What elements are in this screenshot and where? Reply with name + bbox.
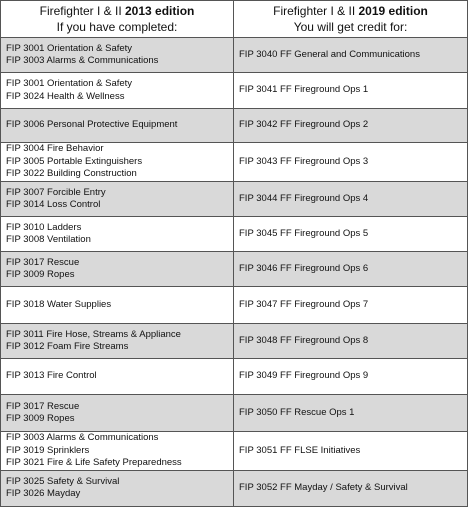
credit-course-cell	[234, 252, 468, 287]
table-row	[1, 324, 468, 359]
header-2013-subtitle: If you have completed:	[56, 20, 178, 34]
table-row	[1, 432, 468, 471]
table-row	[1, 395, 468, 432]
completed-course: FIP 3026 Mayday	[6, 488, 81, 499]
header-2013-prefix: Firefighter I & II	[39, 4, 125, 18]
table-row	[1, 287, 468, 324]
credit-course: FIP 3048 FF Fireground Ops 8	[239, 334, 369, 346]
completed-course: FIP 3003 Alarms & Communications	[6, 55, 159, 66]
completed-courses-cell	[1, 143, 234, 182]
completed-course: FIP 3001 Orientation & Safety	[6, 42, 133, 54]
credit-course: FIP 3047 FF Fireground Ops 7	[239, 298, 369, 310]
credit-course-cell	[234, 143, 468, 182]
header-2019-prefix: Firefighter I & II	[273, 4, 359, 18]
completed-courses-cell	[1, 359, 234, 395]
header-2019-subtitle: You will get credit for:	[293, 20, 408, 34]
credit-course: FIP 3042 FF Fireground Ops 2	[239, 119, 369, 131]
credit-course-cell	[234, 217, 468, 252]
credit-course-cell	[234, 324, 468, 359]
credit-course-cell	[234, 38, 468, 73]
completed-course: FIP 3011 Fire Hose, Streams & Appliance	[6, 328, 181, 340]
credit-course-cell	[234, 470, 468, 506]
completed-course: FIP 3006 Personal Protective Equipment	[6, 119, 178, 131]
table-row	[1, 109, 468, 143]
credit-course: FIP 3049 FF Fireground Ops 9	[239, 370, 369, 382]
table-row	[1, 470, 468, 506]
completed-course: FIP 3017 Rescue	[6, 256, 80, 268]
credit-course: FIP 3045 FF Fireground Ops 5	[239, 227, 369, 239]
completed-course: FIP 3025 Safety & Survival	[6, 475, 120, 487]
completed-course: FIP 3012 Foam Fire Streams	[6, 341, 129, 352]
completed-course: FIP 3024 Health & Wellness	[6, 90, 125, 102]
table-row	[1, 182, 468, 217]
table-row	[1, 217, 468, 252]
completed-course: FIP 3009 Ropes	[6, 269, 75, 280]
completed-course: FIP 3022 Building Construction	[6, 168, 137, 180]
completed-course: FIP 3001 Orientation & Safety	[6, 78, 133, 89]
completed-courses-cell	[1, 252, 234, 287]
credit-course: FIP 3044 FF Fireground Ops 4	[239, 192, 369, 204]
header-2019-edition	[234, 1, 468, 38]
completed-courses-cell	[1, 73, 234, 109]
completed-course: FIP 3010 Ladders	[6, 221, 82, 233]
credit-course: FIP 3041 FF Fireground Ops 1	[239, 84, 369, 96]
credit-course-cell	[234, 432, 468, 471]
completed-course: FIP 3007 Forcible Entry	[6, 186, 106, 198]
completed-course: FIP 3018 Water Supplies	[6, 298, 112, 310]
table-body	[1, 38, 468, 507]
completed-courses-cell	[1, 109, 234, 143]
completed-course: FIP 3021 Fire & Life Safety Preparedness	[6, 457, 182, 468]
completed-course: FIP 3008 Ventilation	[6, 234, 91, 245]
credit-course-cell	[234, 359, 468, 395]
credit-course-cell	[234, 395, 468, 432]
completed-courses-cell	[1, 182, 234, 217]
credit-course: FIP 3052 FF Mayday / Safety & Survival	[239, 481, 408, 493]
table-row	[1, 252, 468, 287]
header-2013-edition-label: 2013 edition	[125, 4, 195, 18]
table-row	[1, 143, 468, 182]
completed-courses-cell	[1, 38, 234, 73]
header-2013-edition	[1, 1, 234, 38]
table-row	[1, 73, 468, 109]
completed-courses-cell	[1, 432, 234, 471]
credit-course-cell	[234, 182, 468, 217]
credit-course-cell	[234, 109, 468, 143]
credit-course: FIP 3043 FF Fireground Ops 3	[239, 155, 369, 167]
credit-course: FIP 3040 FF General and Communications	[239, 48, 420, 60]
header-row	[1, 1, 468, 38]
header-2019-edition-label: 2019 edition	[358, 4, 428, 18]
completed-courses-cell	[1, 287, 234, 324]
completed-courses-cell	[1, 395, 234, 432]
credit-course-cell	[234, 287, 468, 324]
completed-courses-cell	[1, 324, 234, 359]
table-row	[1, 359, 468, 395]
credit-course: FIP 3046 FF Fireground Ops 6	[239, 262, 369, 274]
completed-courses-cell	[1, 470, 234, 506]
completed-course: FIP 3004 Fire Behavior	[6, 143, 104, 155]
table-row	[1, 38, 468, 73]
completed-course: FIP 3005 Portable Extinguishers	[6, 155, 143, 167]
credit-course-cell	[234, 73, 468, 109]
completed-course: FIP 3013 Fire Control	[6, 370, 97, 382]
credit-course: FIP 3051 FF FLSE Initiatives	[239, 444, 361, 456]
completed-courses-cell	[1, 217, 234, 252]
completed-course: FIP 3017 Rescue	[6, 400, 80, 412]
completed-course: FIP 3003 Alarms & Communications	[6, 432, 159, 443]
completed-course: FIP 3019 Sprinklers	[6, 444, 90, 456]
completed-course: FIP 3009 Ropes	[6, 413, 75, 424]
completed-course: FIP 3014 Loss Control	[6, 199, 101, 210]
credit-course: FIP 3050 FF Rescue Ops 1	[239, 406, 355, 418]
